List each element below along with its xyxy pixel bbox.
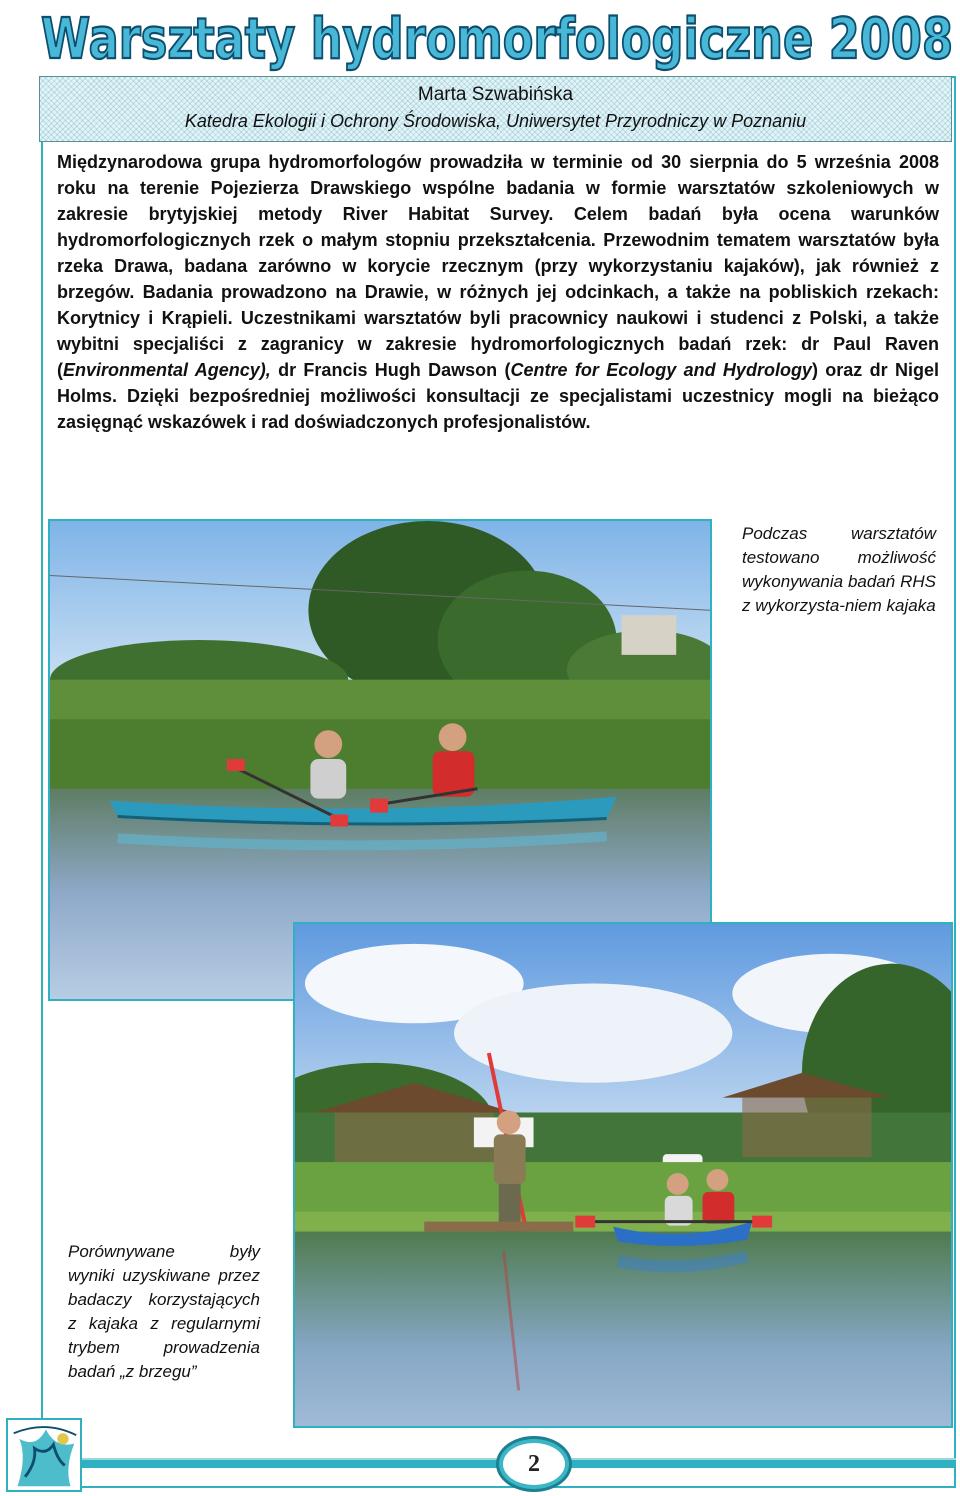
intro-text-1: Międzynarodowa grupa hydromorfologów prowadziła w terminie od 30 sierpnia do 5 września 2008 roku na terenie Pojezierza Drawskiego wspólne badania w formie warsztatów szkoleniowych w zakresie brytyjskiej metody River Habitat Survey. Celem badań była ocena warunków hydromorfologicznych rzek o małym stopniu przekształcenia. Przewodnim tematem warsztatów była rzeka Drawa, badana zarówno w korycie rzecznym (przy wykorzystaniu kajaków), jak również z brzegów. Badania prowadzono na Drawie, w różnych jej odcinkach, a także na pobliskich rzekach: Korytnicy i Krąpieli. Uczestnikami warsztatów byli pracownicy naukowi i studenci z Polski, a także wybitni specjaliści z zagranicy w zakresie hydromorfologicznych badań rzek: dr Paul Raven ( [57, 152, 939, 380]
headline-text: Warsztaty hydromorfologiczne 2008 [41, 7, 953, 72]
intro-text-2: dr Francis Hugh Dawson ( [270, 360, 511, 380]
intro-org-2: Centre for Ecology and Hydrology [510, 360, 812, 380]
intro-paragraph [57, 149, 939, 435]
river-habitat-survey-logo [6, 1418, 82, 1492]
page-number: 2 [503, 1443, 565, 1485]
author-name: Marta Szwabińska [417, 84, 574, 105]
caption-photo-2: Porównywane były wyniki uzyskiwane przez badaczy korzystających z kajaka z regularnymi trybem prowadzenia badań „z brzegu” [68, 1242, 260, 1381]
page-headline [36, 4, 958, 74]
caption-photo-1: Podczas warsztatów testowano możliwość wykonywania badań RHS z wykorzysta-niem kajaka [742, 524, 936, 615]
intro-text-3: ) oraz dr Nigel Holms. Dzięki bezpośredniej możliwości konsultacji ze specjalistami uczestnicy mogli na bieżąco zasięgnąć wskazówek i rad doświadczonych profesjonalistów. [57, 360, 940, 432]
photo-kayak-shore [293, 922, 953, 1428]
page-number-badge [496, 1436, 572, 1492]
intro-org-1: Environmental Agency), [63, 360, 271, 380]
author-box [39, 76, 952, 142]
author-affiliation: Katedra Ekologii i Ochrony Środowiska, Uniwersytet Przyrodniczy w Poznaniu [184, 111, 807, 131]
